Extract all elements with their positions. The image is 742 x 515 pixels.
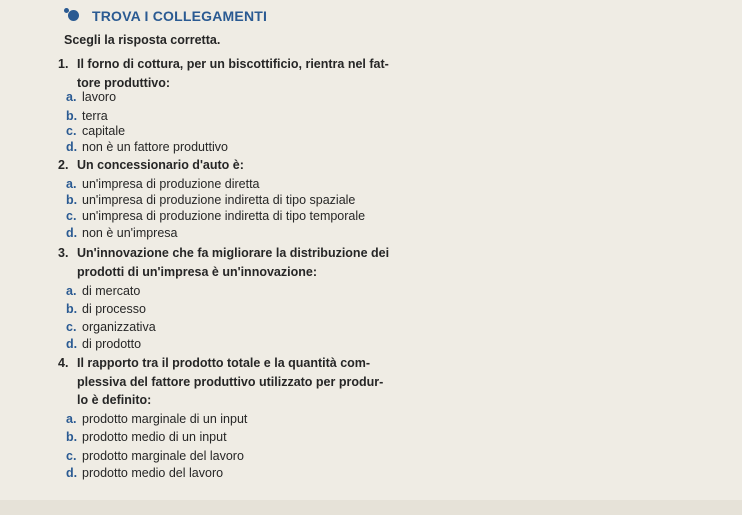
bullet-dots-icon <box>64 8 86 24</box>
option-1c: c. capitale <box>66 124 126 138</box>
option-2d: d. non è un'impresa <box>66 226 178 240</box>
option-4b: b. prodotto medio di un input <box>66 430 227 444</box>
option-2a: a. un'impresa di produzione diretta <box>66 177 260 191</box>
option-4a: a. prodotto marginale di un input <box>66 412 248 426</box>
section-header <box>64 8 267 24</box>
option-1a: a. lavoro <box>66 90 117 104</box>
option-4d: d. prodotto medio del lavoro <box>66 466 224 480</box>
question-1: 1. Il forno di cottura, per un biscottificio, rientra nel fat- tore produttivo: <box>58 57 389 90</box>
option-1d: d. non è un fattore produttivo <box>66 140 228 154</box>
section-title: TROVA I COLLEGAMENTI <box>92 8 268 24</box>
question-4: 4. Il rapporto tra il prodotto totale e la quantità com- plessiva del fattore produttivo utilizzato per produr- lo è definito: <box>58 356 384 407</box>
option-2b: b. un'impresa di produzione indiretta di tipo spaziale <box>66 193 356 207</box>
question-2: 2. Un concessionario d'auto è: <box>58 158 244 172</box>
question-3: 3. Un'innovazione che fa migliorare la distribuzione dei prodotti di un'impresa è un'innovazione: <box>58 246 390 279</box>
option-3b: b. di processo <box>66 302 146 316</box>
option-3a: a. di mercato <box>66 284 141 298</box>
option-4c: c. prodotto marginale del lavoro <box>66 449 244 463</box>
instruction: Scegli la risposta corretta. <box>64 33 221 47</box>
option-2c: c. un'impresa di produzione indiretta di tipo temporale <box>66 209 366 223</box>
page-bottom-edge <box>0 500 742 515</box>
option-3d: d. di prodotto <box>66 337 142 351</box>
option-3c: c. organizzativa <box>66 320 156 334</box>
option-1b: b. terra <box>66 109 108 123</box>
